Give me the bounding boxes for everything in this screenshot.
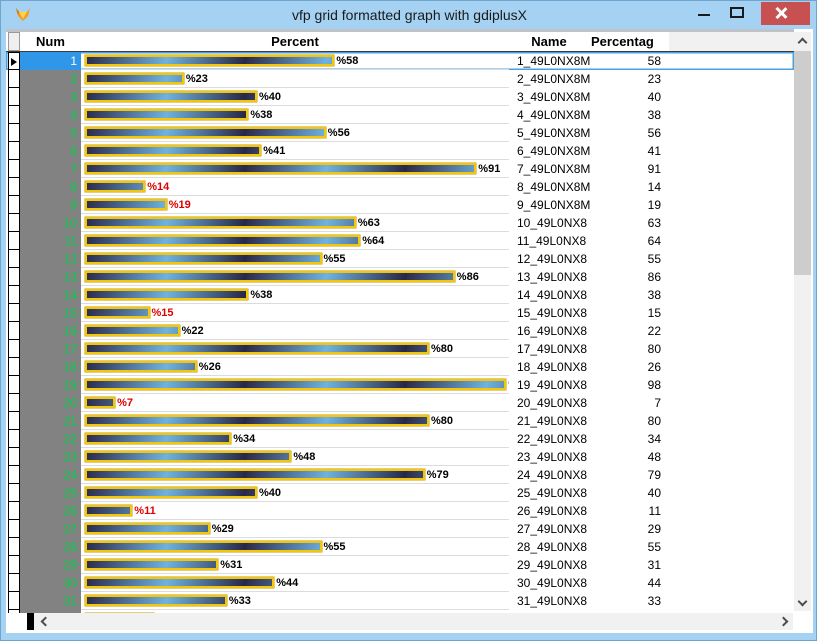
percent-cell[interactable] bbox=[81, 430, 509, 448]
name-cell[interactable]: 24_49L0NX8 bbox=[517, 468, 588, 482]
bar-percent-label: %15 bbox=[151, 306, 174, 319]
table-row[interactable] bbox=[6, 358, 794, 376]
record-selector-cell[interactable] bbox=[8, 70, 20, 88]
percent-cell[interactable] bbox=[81, 592, 509, 610]
percentage-cell[interactable]: 29 bbox=[647, 522, 661, 536]
bar-percent-label: %56 bbox=[327, 126, 350, 139]
gradient-bar bbox=[85, 487, 257, 498]
gradient-bar bbox=[85, 307, 150, 318]
gradient-bar bbox=[85, 577, 274, 588]
gradient-bar bbox=[85, 541, 322, 552]
gradient-bar bbox=[85, 127, 326, 138]
name-cell[interactable]: 18_49L0NX8 bbox=[517, 360, 588, 374]
percent-cell[interactable] bbox=[81, 538, 509, 556]
name-cell[interactable]: 9_49L0NX8M bbox=[517, 198, 591, 212]
record-selector-cell[interactable] bbox=[8, 304, 20, 322]
table-row[interactable] bbox=[6, 484, 794, 502]
percent-cell[interactable] bbox=[81, 394, 509, 412]
percentage-cell[interactable]: 55 bbox=[647, 252, 661, 266]
grid-splitter-handle[interactable] bbox=[27, 613, 34, 630]
num-cell[interactable]: 18 bbox=[20, 358, 81, 376]
bar-percent-label: %58 bbox=[336, 54, 359, 67]
table-row[interactable] bbox=[6, 394, 794, 412]
bar-percent-label: %19 bbox=[168, 198, 191, 211]
gradient-bar bbox=[85, 199, 167, 210]
percent-cell[interactable] bbox=[81, 520, 509, 538]
num-cell[interactable]: 1 bbox=[20, 52, 81, 70]
percent-cell[interactable] bbox=[81, 142, 509, 160]
percentage-cell[interactable]: 56 bbox=[647, 126, 661, 140]
percent-cell[interactable] bbox=[81, 466, 509, 484]
gradient-bar bbox=[85, 235, 360, 246]
bar-percent-label: %26 bbox=[198, 360, 221, 373]
grid-header bbox=[6, 32, 794, 52]
table-row[interactable] bbox=[6, 142, 794, 160]
name-cell[interactable]: 29_49L0NX8 bbox=[517, 558, 588, 572]
record-selector-cell[interactable] bbox=[8, 52, 20, 70]
name-cell[interactable]: 31_49L0NX8 bbox=[517, 594, 588, 608]
bar-percent-label: %7 bbox=[117, 396, 133, 409]
column-header-percent[interactable]: Percent bbox=[271, 34, 319, 49]
gradient-bar bbox=[85, 145, 261, 156]
record-selector-cell[interactable] bbox=[8, 358, 20, 376]
name-cell[interactable]: 22_49L0NX8 bbox=[517, 432, 588, 446]
percentage-cell[interactable]: 15 bbox=[647, 306, 661, 320]
percentage-cell[interactable]: 34 bbox=[647, 432, 661, 446]
percentage-cell[interactable]: 79 bbox=[647, 468, 661, 482]
percentage-cell[interactable]: 31 bbox=[647, 558, 661, 572]
gradient-bar bbox=[85, 271, 455, 282]
num-cell[interactable]: 4 bbox=[20, 106, 81, 124]
percent-cell[interactable] bbox=[81, 52, 509, 70]
percent-cell[interactable] bbox=[81, 574, 509, 592]
percent-cell[interactable] bbox=[81, 88, 509, 106]
scroll-left-button[interactable] bbox=[35, 613, 52, 630]
table-row[interactable] bbox=[6, 574, 794, 592]
percentage-cell[interactable]: 26 bbox=[647, 360, 661, 374]
table-row[interactable] bbox=[6, 556, 794, 574]
chevron-right-icon bbox=[779, 617, 789, 627]
percentage-cell[interactable]: 41 bbox=[647, 144, 661, 158]
minimize-button[interactable] bbox=[691, 1, 719, 25]
record-selector-cell[interactable] bbox=[8, 538, 20, 556]
bar-percent-label: %11 bbox=[134, 504, 156, 517]
percent-cell[interactable] bbox=[81, 70, 509, 88]
table-row[interactable] bbox=[6, 70, 794, 88]
table-row[interactable] bbox=[6, 538, 794, 556]
num-cell[interactable]: 5 bbox=[20, 124, 81, 142]
bar-percent-label: %38 bbox=[250, 288, 273, 301]
name-cell[interactable]: 25_49L0NX8 bbox=[517, 486, 588, 500]
percent-cell[interactable] bbox=[81, 124, 509, 142]
gradient-bar bbox=[85, 433, 231, 444]
name-cell[interactable]: 8_49L0NX8M bbox=[517, 180, 591, 194]
chevron-down-icon bbox=[798, 597, 808, 607]
record-selector-cell[interactable] bbox=[8, 502, 20, 520]
percent-cell[interactable] bbox=[81, 358, 509, 376]
gradient-bar bbox=[85, 91, 257, 102]
bar-percent-label: %23 bbox=[185, 72, 208, 85]
percentage-cell[interactable]: 7 bbox=[654, 396, 661, 410]
bar-percent-label: %33 bbox=[228, 594, 251, 607]
record-selector-cell[interactable] bbox=[8, 106, 20, 124]
name-cell[interactable]: 23_49L0NX8 bbox=[517, 450, 588, 464]
record-selector-cell[interactable] bbox=[8, 322, 20, 340]
gradient-bar bbox=[85, 55, 334, 66]
percent-cell[interactable] bbox=[81, 178, 509, 196]
name-cell[interactable]: 15_49L0NX8 bbox=[517, 306, 588, 320]
gradient-bar bbox=[85, 523, 210, 534]
percentage-cell[interactable]: 64 bbox=[647, 234, 661, 248]
bar-percent-label: %44 bbox=[276, 576, 299, 589]
name-cell[interactable]: 4_49L0NX8M bbox=[517, 108, 591, 122]
record-selector-cell[interactable] bbox=[8, 376, 20, 394]
bar-percent-label: %80 bbox=[431, 414, 454, 427]
table-row[interactable] bbox=[6, 232, 794, 250]
grid-client-area bbox=[6, 29, 813, 633]
percentage-cell[interactable]: 63 bbox=[647, 216, 661, 230]
gradient-bar bbox=[85, 451, 291, 462]
bar-percent-label: %40 bbox=[259, 90, 282, 103]
percent-cell[interactable] bbox=[81, 322, 509, 340]
record-selector-cell[interactable] bbox=[8, 520, 20, 538]
percentage-cell[interactable]: 11 bbox=[648, 504, 661, 518]
name-cell[interactable]: 20_49L0NX8 bbox=[517, 396, 588, 410]
percentage-cell[interactable]: 86 bbox=[647, 270, 661, 284]
num-cell[interactable]: 11 bbox=[20, 232, 81, 250]
table-row[interactable] bbox=[6, 52, 794, 70]
num-cell[interactable]: 30 bbox=[20, 574, 81, 592]
bar-percent-label: %55 bbox=[323, 540, 346, 553]
percentage-cell[interactable]: 19 bbox=[647, 198, 661, 212]
horizontal-scrollbar[interactable] bbox=[27, 613, 793, 630]
num-cell[interactable]: 15 bbox=[20, 304, 81, 322]
name-cell[interactable]: 2_49L0NX8M bbox=[517, 72, 591, 86]
gradient-bar bbox=[85, 505, 132, 516]
name-cell[interactable]: 26_49L0NX8 bbox=[517, 504, 588, 518]
name-cell[interactable]: 6_49L0NX8M bbox=[517, 144, 591, 158]
table-row[interactable] bbox=[6, 268, 794, 286]
scroll-down-button[interactable] bbox=[794, 594, 811, 611]
scroll-up-button[interactable] bbox=[794, 32, 811, 49]
percentage-cell[interactable]: 38 bbox=[647, 288, 661, 302]
table-row[interactable] bbox=[6, 340, 794, 358]
name-cell[interactable]: 3_49L0NX8M bbox=[517, 90, 591, 104]
percent-cell[interactable] bbox=[81, 412, 509, 430]
header-filler bbox=[669, 32, 794, 51]
num-cell[interactable]: 27 bbox=[20, 520, 81, 538]
bar-percent-label: %29 bbox=[211, 522, 234, 535]
name-cell[interactable]: 11_49L0NX8 bbox=[517, 234, 587, 248]
column-header-name[interactable]: Name bbox=[531, 34, 567, 49]
bar-percent-label: %22 bbox=[181, 324, 204, 337]
scrollbar-corner bbox=[794, 613, 811, 630]
percent-cell[interactable] bbox=[81, 268, 509, 286]
num-cell[interactable]: 26 bbox=[20, 502, 81, 520]
record-selector-cell[interactable] bbox=[8, 466, 20, 484]
percentage-cell[interactable]: 80 bbox=[647, 414, 661, 428]
gradient-bar bbox=[85, 469, 425, 480]
percentage-cell[interactable]: 40 bbox=[647, 486, 661, 500]
name-cell[interactable]: 28_49L0NX8 bbox=[517, 540, 588, 554]
column-header-num[interactable]: Num bbox=[36, 34, 65, 49]
name-cell[interactable]: 16_49L0NX8 bbox=[517, 324, 588, 338]
percent-cell[interactable] bbox=[81, 376, 509, 394]
num-cell[interactable]: 13 bbox=[20, 268, 81, 286]
table-row[interactable] bbox=[6, 214, 794, 232]
percent-cell[interactable] bbox=[81, 232, 509, 250]
gradient-bar bbox=[85, 343, 429, 354]
percent-cell[interactable] bbox=[81, 484, 509, 502]
num-cell[interactable]: 14 bbox=[20, 286, 81, 304]
num-cell[interactable]: 28 bbox=[20, 538, 81, 556]
num-cell[interactable]: 2 bbox=[20, 70, 81, 88]
record-selector-cell[interactable] bbox=[8, 412, 20, 430]
table-row[interactable] bbox=[6, 376, 794, 394]
maximize-icon bbox=[730, 7, 744, 18]
percent-cell[interactable] bbox=[81, 196, 509, 214]
percentage-cell[interactable]: 23 bbox=[647, 72, 661, 86]
record-selector-cell[interactable] bbox=[8, 268, 20, 286]
gradient-bar bbox=[85, 361, 197, 372]
num-cell[interactable]: 17 bbox=[20, 340, 81, 358]
gradient-bar bbox=[85, 217, 356, 228]
record-selector-cell[interactable] bbox=[8, 124, 20, 142]
record-selector-cell[interactable] bbox=[8, 430, 20, 448]
table-row[interactable] bbox=[6, 466, 794, 484]
name-cell[interactable]: 12_49L0NX8 bbox=[517, 252, 588, 266]
num-cell[interactable]: 12 bbox=[20, 250, 81, 268]
grid-rows bbox=[6, 52, 794, 613]
record-selector-cell[interactable] bbox=[8, 250, 20, 268]
table-row[interactable] bbox=[6, 304, 794, 322]
gradient-bar bbox=[85, 595, 227, 606]
bar-percent-label: %34 bbox=[233, 432, 256, 445]
percentage-cell[interactable]: 98 bbox=[647, 378, 661, 392]
num-cell[interactable]: 8 bbox=[20, 178, 81, 196]
record-selector-cell[interactable] bbox=[8, 592, 20, 610]
num-cell[interactable]: 3 bbox=[20, 88, 81, 106]
bar-percent-label: %86 bbox=[456, 270, 479, 283]
bar-percent-label: %64 bbox=[362, 234, 385, 247]
table-row[interactable] bbox=[6, 520, 794, 538]
table-row[interactable] bbox=[6, 250, 794, 268]
num-cell[interactable]: 9 bbox=[20, 196, 81, 214]
gradient-bar bbox=[85, 397, 115, 408]
percentage-cell[interactable]: 80 bbox=[647, 342, 661, 356]
percentage-cell[interactable]: 33 bbox=[647, 594, 661, 608]
column-header-percentage[interactable]: Percentag bbox=[591, 34, 654, 49]
record-selector-cell[interactable] bbox=[8, 178, 20, 196]
bar-percent-label: %79 bbox=[426, 468, 449, 481]
table-row[interactable] bbox=[6, 502, 794, 520]
record-selector-cell[interactable] bbox=[8, 448, 20, 466]
name-cell[interactable]: 13_49L0NX8 bbox=[517, 270, 588, 284]
bar-percent-label: %31 bbox=[220, 558, 243, 571]
num-cell[interactable]: 22 bbox=[20, 430, 81, 448]
bar-percent-label: %91 bbox=[478, 162, 501, 175]
table-row[interactable] bbox=[6, 88, 794, 106]
bar-percent-label: %48 bbox=[293, 450, 316, 463]
table-row[interactable] bbox=[6, 448, 794, 466]
chevron-left-icon bbox=[40, 617, 50, 627]
gradient-bar bbox=[85, 163, 476, 174]
table-row[interactable] bbox=[6, 592, 794, 610]
scroll-right-button[interactable] bbox=[776, 613, 793, 630]
record-selector-cell[interactable] bbox=[8, 394, 20, 412]
percent-cell[interactable] bbox=[81, 556, 509, 574]
table-row[interactable] bbox=[6, 322, 794, 340]
percent-cell[interactable] bbox=[81, 448, 509, 466]
record-selector-cell[interactable] bbox=[8, 610, 20, 613]
table-row[interactable] bbox=[6, 178, 794, 196]
record-selector-cell[interactable] bbox=[8, 88, 20, 106]
bar-percent-label: %41 bbox=[263, 144, 286, 157]
percent-cell[interactable] bbox=[81, 160, 509, 178]
percent-cell[interactable] bbox=[81, 286, 509, 304]
percentage-cell[interactable]: 44 bbox=[647, 576, 661, 590]
num-cell[interactable]: 19 bbox=[20, 376, 81, 394]
gradient-bar bbox=[85, 73, 184, 84]
bar-percent-label: %14 bbox=[147, 180, 170, 193]
percentage-cell[interactable]: 58 bbox=[647, 54, 661, 68]
num-cell[interactable]: 24 bbox=[20, 466, 81, 484]
record-selector-cell[interactable] bbox=[8, 160, 20, 178]
bar-percent-label: %63 bbox=[357, 216, 380, 229]
percentage-cell[interactable]: 38 bbox=[647, 108, 661, 122]
record-selector-cell[interactable] bbox=[8, 196, 20, 214]
table-row[interactable] bbox=[6, 160, 794, 178]
record-selector-cell[interactable] bbox=[8, 142, 20, 160]
record-selector-header bbox=[8, 32, 20, 51]
window-title: vfp grid formatted graph with gdiplusX bbox=[291, 7, 527, 23]
name-cell[interactable]: 27_49L0NX8 bbox=[517, 522, 588, 536]
percentage-cell[interactable]: 40 bbox=[647, 90, 661, 104]
record-selector-cell[interactable] bbox=[8, 484, 20, 502]
record-selector-cell[interactable] bbox=[8, 286, 20, 304]
num-cell[interactable]: 6 bbox=[20, 142, 81, 160]
table-row[interactable] bbox=[6, 124, 794, 142]
gradient-bar bbox=[85, 559, 218, 570]
record-selector-cell[interactable] bbox=[8, 556, 20, 574]
name-cell[interactable]: 17_49L0NX8 bbox=[517, 342, 588, 356]
percentage-cell[interactable]: 91 bbox=[647, 162, 661, 176]
name-cell[interactable]: 10_49L0NX8 bbox=[517, 216, 588, 230]
bar-percent-label: %38 bbox=[250, 108, 273, 121]
num-cell[interactable]: 29 bbox=[20, 556, 81, 574]
gradient-bar bbox=[85, 109, 248, 120]
percent-cell[interactable] bbox=[81, 214, 509, 232]
name-cell[interactable]: 14_49L0NX8 bbox=[517, 288, 588, 302]
gradient-bar bbox=[85, 325, 180, 336]
percentage-cell[interactable]: 48 bbox=[647, 450, 661, 464]
record-selector-cell[interactable] bbox=[8, 214, 20, 232]
bar-percent-label: %40 bbox=[259, 486, 282, 499]
chevron-up-icon bbox=[798, 37, 808, 47]
num-cell[interactable]: 21 bbox=[20, 412, 81, 430]
num-cell[interactable]: 16 bbox=[20, 322, 81, 340]
name-cell[interactable]: 30_49L0NX8 bbox=[517, 576, 588, 590]
vertical-scrollbar[interactable] bbox=[794, 32, 811, 611]
current-record-pointer-icon bbox=[11, 58, 17, 66]
name-cell[interactable]: 5_49L0NX8M bbox=[517, 126, 591, 140]
percent-cell[interactable] bbox=[81, 304, 509, 322]
num-cell[interactable]: 10 bbox=[20, 214, 81, 232]
close-button[interactable] bbox=[761, 2, 810, 25]
num-cell[interactable]: 7 bbox=[20, 160, 81, 178]
table-row[interactable] bbox=[6, 106, 794, 124]
table-row[interactable] bbox=[6, 286, 794, 304]
num-cell[interactable]: 23 bbox=[20, 448, 81, 466]
percent-cell[interactable] bbox=[81, 340, 509, 358]
table-row[interactable] bbox=[6, 196, 794, 214]
name-cell[interactable]: 7_49L0NX8M bbox=[517, 162, 591, 176]
percent-cell[interactable] bbox=[81, 250, 509, 268]
percent-cell[interactable] bbox=[81, 106, 509, 124]
name-cell[interactable]: 19_49L0NX8 bbox=[517, 378, 588, 392]
percentage-cell[interactable]: 22 bbox=[647, 324, 661, 338]
maximize-button[interactable] bbox=[723, 1, 753, 25]
gradient-bar bbox=[85, 289, 248, 300]
name-cell[interactable]: 21_49L0NX8 bbox=[517, 414, 588, 428]
num-cell[interactable]: 31 bbox=[20, 592, 81, 610]
record-selector-cell[interactable] bbox=[8, 574, 20, 592]
vertical-scrollbar-thumb[interactable] bbox=[794, 51, 811, 275]
gradient-bar bbox=[85, 253, 322, 264]
record-selector-cell[interactable] bbox=[8, 232, 20, 250]
gradient-bar bbox=[85, 181, 145, 192]
bar-percent-label: %80 bbox=[431, 342, 454, 355]
record-selector-cell[interactable] bbox=[8, 340, 20, 358]
name-cell[interactable]: 1_49L0NX8M bbox=[517, 54, 591, 68]
gradient-bar bbox=[85, 379, 506, 390]
minimize-icon bbox=[698, 14, 710, 16]
percent-cell[interactable] bbox=[81, 502, 509, 520]
table-row[interactable] bbox=[6, 430, 794, 448]
num-cell[interactable]: 20 bbox=[20, 394, 81, 412]
percentage-cell[interactable]: 55 bbox=[647, 540, 661, 554]
bar-percent-label: %55 bbox=[323, 252, 346, 265]
table-row[interactable] bbox=[6, 412, 794, 430]
percentage-cell[interactable]: 14 bbox=[647, 180, 661, 194]
gradient-bar bbox=[85, 415, 429, 426]
titlebar[interactable] bbox=[1, 1, 817, 29]
num-cell[interactable]: 25 bbox=[20, 484, 81, 502]
